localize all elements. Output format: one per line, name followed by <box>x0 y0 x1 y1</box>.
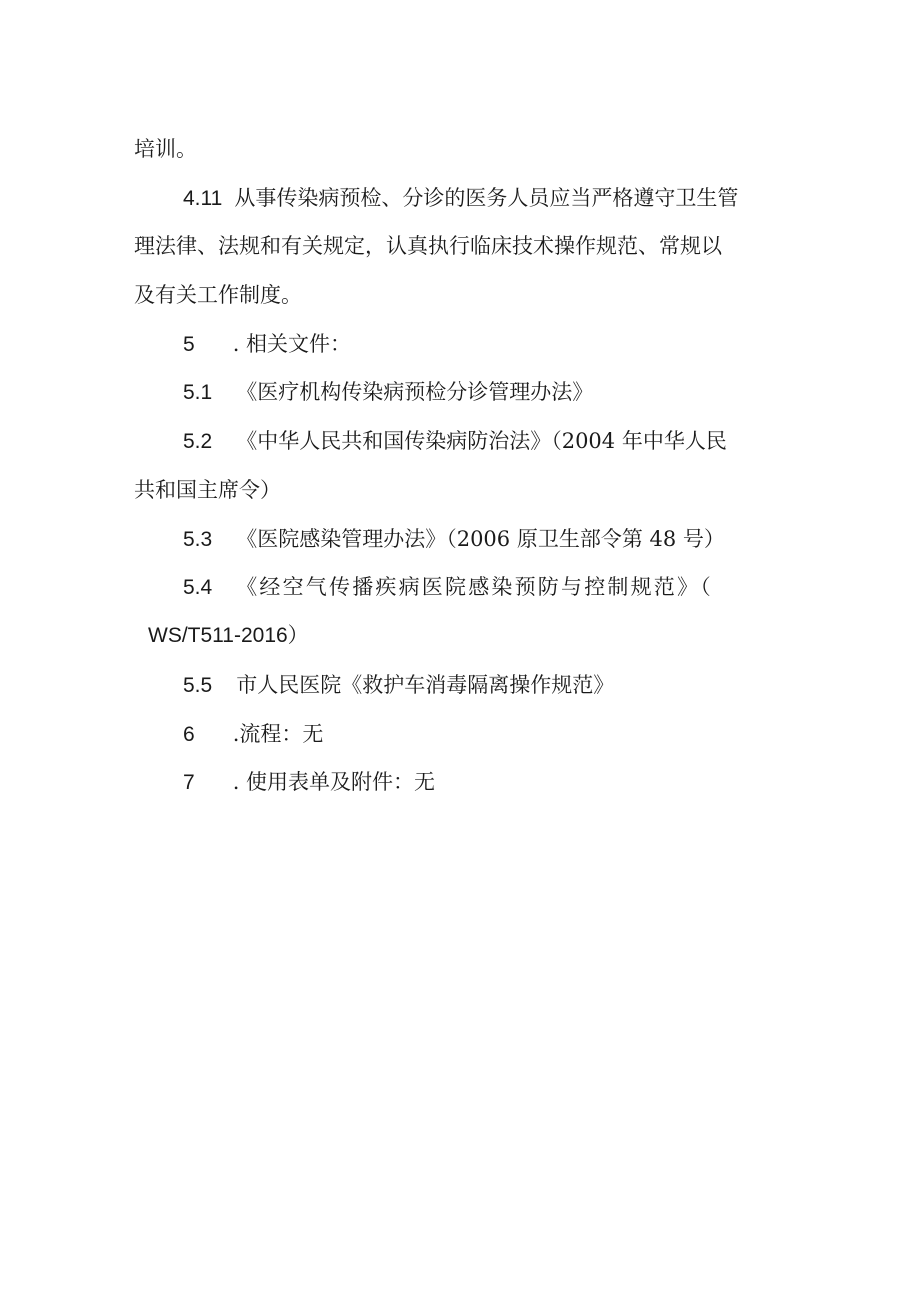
item-number: 5.2 <box>183 430 213 453</box>
item-5-4-line-2: WS/T511-2016） <box>148 624 309 647</box>
item-number: 5.1 <box>183 381 213 404</box>
section-6-heading: 6 .流程：无 <box>183 722 324 746</box>
item-4-11-line-2: 理法律、法规和有关规定，认真执行临床技术操作规范、常规以 <box>134 234 722 258</box>
item-4-11-line-1: 4.11 从事传染病预检、分诊的医务人员应当严格遵守卫生管 <box>183 186 739 210</box>
section-5-heading: 5 . 相关文件： <box>183 332 352 356</box>
item-5-4-line-1: 5.4 《经空气传播疾病医院感染预防与控制规范》（ <box>183 575 713 599</box>
item-number: 5.4 <box>183 576 213 599</box>
item-5-1: 5.1 《医疗机构传染病预检分诊管理办法》 <box>183 380 594 404</box>
item-5-2-line-1: 5.2 《中华人民共和国传染病防治法》（2004 年中华人民 <box>183 429 727 453</box>
section-7-heading: 7 . 使用表单及附件：无 <box>183 770 436 794</box>
item-4-11-line-3: 及有关工作制度。 <box>134 283 302 307</box>
item-5-5: 5.5 市人民医院《救护车消毒隔离操作规范》 <box>183 673 615 697</box>
item-number: 5.3 <box>183 528 213 551</box>
section-number: 7 <box>183 771 195 794</box>
item-number: 4.11 <box>183 187 223 210</box>
item-5-3: 5.3 《医院感染管理办法》（2006 原卫生部令第 48 号） <box>183 527 725 551</box>
item-number: 5.5 <box>183 674 213 697</box>
section-number: 5 <box>183 333 195 356</box>
item-5-2-line-2: 共和国主席令） <box>134 478 281 502</box>
paragraph-continuation: 培训。 <box>134 137 197 161</box>
section-number: 6 <box>183 723 195 746</box>
